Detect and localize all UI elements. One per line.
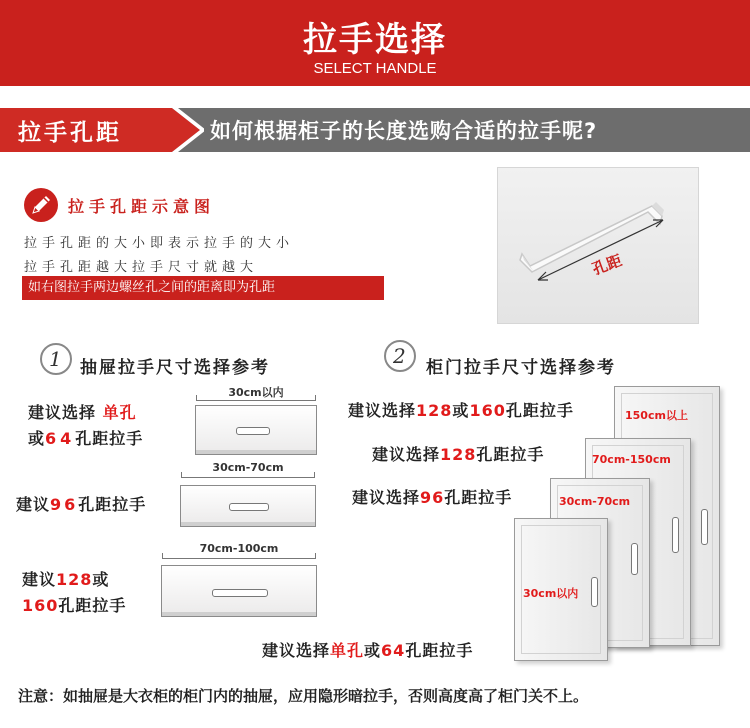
header-banner <box>0 0 750 86</box>
door-1-rec-text-c: 孔距拉手 <box>505 401 574 420</box>
drawer-3-rec-text-b: 或 <box>92 570 110 589</box>
door-3-rec-text-b: 孔距拉手 <box>444 488 513 507</box>
door-3-recommendation <box>352 485 512 511</box>
drawer-3-handle-slot <box>212 589 268 597</box>
banner-subtitle: SELECT HANDLE <box>313 60 437 77</box>
section-1-number-text: 1 <box>49 347 62 371</box>
intro-highlight: 如右图拉手两边螺丝孔之间的距离即为孔距 <box>22 276 384 300</box>
section-2-number <box>384 340 416 372</box>
drawer-1-rec-text-c: 孔距拉手 <box>75 429 144 448</box>
intro-line-2: 拉手孔距越大拉手尺寸就越大 <box>24 260 259 275</box>
door-4-handle <box>591 577 598 607</box>
door-4-rec-text-c: 孔距拉手 <box>405 641 474 660</box>
drawer-2-rec-text-b: 孔距拉手 <box>78 495 147 514</box>
drawer-1-rec-text-b: 或 <box>28 429 46 448</box>
door-4-rec-text-b: 或 <box>364 641 382 660</box>
banner-title: 拉手选择 <box>303 20 447 60</box>
door-1-rec-text-a: 建议选择 <box>348 401 417 420</box>
door-3-rec-value: 96 <box>420 488 445 507</box>
door-4-rec-text-a: 建议选择 <box>262 641 331 660</box>
drawer-2-size: 30cm-70cm <box>212 461 284 474</box>
drawer-3-rec-text-a: 建议 <box>22 570 57 589</box>
drawer-3 <box>161 565 317 617</box>
door-2-rec-text-b: 孔距拉手 <box>476 445 545 464</box>
drawer-1-recommendation <box>28 400 143 452</box>
door-section-heading: 柜门拉手尺寸选择参考 <box>426 358 616 378</box>
door-3-size: 30cm-70cm <box>559 495 631 508</box>
door-3-handle <box>631 543 638 575</box>
drawer-1-rec-value-b: 64 <box>45 429 76 448</box>
hole-distance-label: 孔距 <box>589 251 625 279</box>
drawer-2-recommendation <box>16 492 146 518</box>
door-1-rec-value-b: 160 <box>469 401 506 420</box>
door-1-rec-text-b: 或 <box>452 401 470 420</box>
section-question: 如何根据柜子的长度选购合适的拉手呢? <box>210 119 598 143</box>
door-2-rec-text-a: 建议选择 <box>372 445 441 464</box>
door-3-rec-text-a: 建议选择 <box>352 488 421 507</box>
door-4-rec-value-b: 64 <box>381 641 406 660</box>
section-tab-label: 拉手孔距 <box>18 120 122 146</box>
door-4-size: 30cm以内 <box>523 587 579 600</box>
intro-line-1: 拉手孔距的大小即表示拉手的大小 <box>24 236 295 251</box>
drawer-2-rec-value: 96 <box>50 495 79 514</box>
footer-note: 注意：如抽屉是大衣柜的柜门内的抽屉，应用隐形暗拉手，否则高度高了柜门关不上。 <box>18 687 589 705</box>
door-2-size: 70cm-150cm <box>592 453 671 466</box>
drawer-3-rec-text-c: 孔距拉手 <box>58 596 127 615</box>
door-2-handle <box>672 517 679 553</box>
drawer-1-rec-text-a: 建议选择 <box>28 403 103 422</box>
drawer-3-rec-value-b: 160 <box>22 596 59 615</box>
door-4-recommendation <box>262 638 473 664</box>
drawer-3-recommendation <box>22 567 126 619</box>
drawer-3-size: 70cm-100cm <box>199 542 279 555</box>
drawer-2-rec-text-a: 建议 <box>16 495 51 514</box>
door-1-size: 150cm以上 <box>625 409 688 422</box>
section-header-bar <box>0 108 750 152</box>
drawer-3-rec-value-a: 128 <box>56 570 93 589</box>
section-1-number <box>40 343 72 375</box>
door-1-handle <box>701 509 708 545</box>
door-2-rec-value: 128 <box>440 445 477 464</box>
drawer-1-size: 30cm以内 <box>228 386 284 399</box>
pen-icon <box>24 188 58 222</box>
door-4-rec-value-a: 单孔 <box>330 641 365 660</box>
handle-illustration <box>498 168 700 325</box>
door-2-recommendation <box>372 442 544 468</box>
drawer-2 <box>180 485 316 527</box>
drawer-1-handle-slot <box>236 427 270 435</box>
drawer-1 <box>195 405 317 455</box>
drawer-1-rec-value-a: 单孔 <box>102 403 137 422</box>
door-1-rec-value-a: 128 <box>416 401 453 420</box>
intro-title: 拉手孔距示意图 <box>68 197 216 216</box>
handle-photo <box>497 167 699 324</box>
door-4 <box>514 518 608 661</box>
section-2-number-text: 2 <box>393 344 406 368</box>
door-1-recommendation <box>348 398 574 424</box>
drawer-section-heading: 抽屉拉手尺寸选择参考 <box>80 358 270 378</box>
drawer-2-handle-slot <box>229 503 269 511</box>
